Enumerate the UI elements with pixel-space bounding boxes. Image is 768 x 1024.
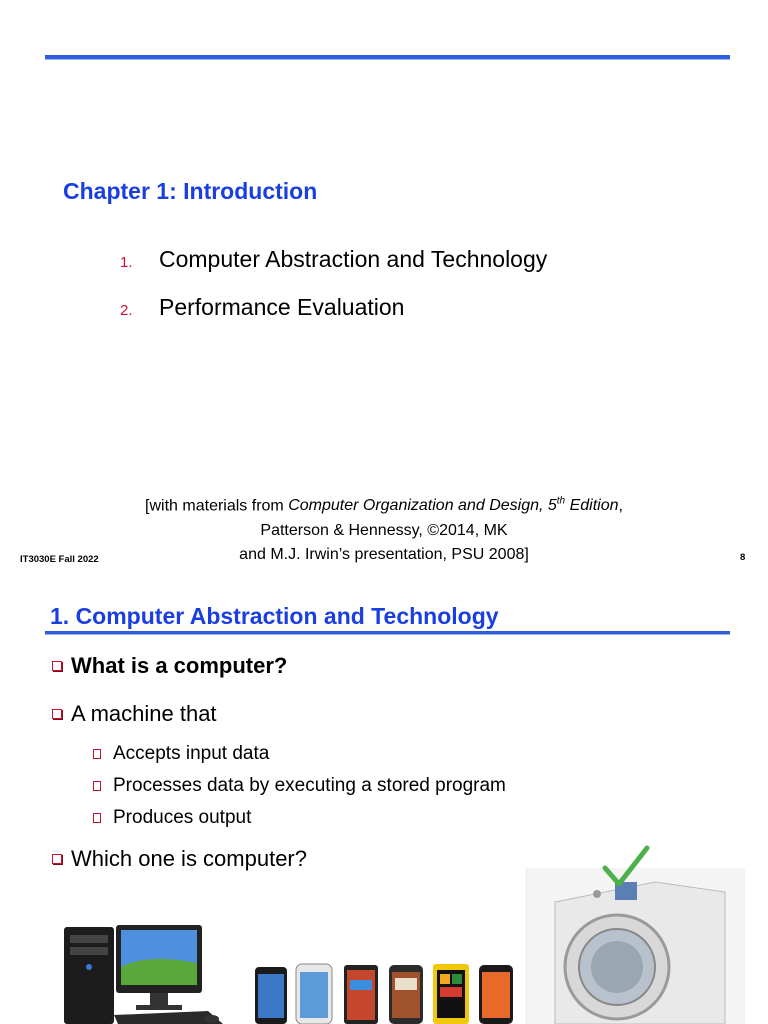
phone-6 [479, 965, 513, 1024]
sub-bullet-icon [93, 813, 101, 823]
credits-line-2: Patterson & Hennessy, ©2014, MK [260, 521, 508, 539]
list-item: Processes data by executing a stored program [93, 770, 506, 802]
square-bullet-icon [52, 661, 62, 671]
credits-line-3: and M.J. Irwin’s presentation, PSU 2008] [239, 546, 529, 564]
footer-course: IT3030E Fall 2022 [20, 554, 99, 565]
page-number: 8 [740, 552, 746, 563]
chapter-outline [120, 246, 547, 342]
phone-5 [433, 964, 469, 1024]
outline-number: 1. [120, 254, 133, 271]
square-bullet-icon [52, 854, 62, 864]
title-rule [45, 631, 730, 635]
sub-bullet-icon [93, 781, 101, 791]
square-bullet-icon [52, 709, 62, 719]
phone-1 [255, 967, 287, 1024]
list-item: Produces output [93, 802, 506, 834]
outline-text: Computer Abstraction and Technology [159, 246, 548, 272]
list-item: Accepts input data [93, 738, 506, 770]
phone-3 [344, 965, 378, 1024]
outline-number: 2. [120, 302, 133, 319]
slide-title: 1. Computer Abstraction and Technology [50, 603, 499, 629]
chapter-title: Chapter 1: Introduction [63, 178, 318, 204]
machine-sub-list [93, 738, 506, 834]
top-rule [45, 55, 730, 60]
bullet-which: Which one is computer? [52, 846, 307, 872]
desktop-computer-image [58, 905, 228, 1024]
phone-4 [389, 965, 423, 1024]
sub-bullet-icon [93, 749, 101, 759]
outline-item [120, 246, 547, 294]
mouse [205, 1015, 219, 1023]
credits-line-1: [with materials from Computer Organization and Design, 5th Edition, [145, 496, 623, 515]
bullet-question: What is a computer? [52, 653, 287, 679]
outline-item [120, 294, 547, 342]
phone-2 [296, 964, 332, 1024]
credits [0, 490, 768, 568]
smartphones-image [250, 960, 518, 1024]
bullet-machine: A machine that [52, 701, 217, 727]
washing-machine-image [525, 842, 745, 1024]
outline-text: Performance Evaluation [159, 294, 405, 320]
